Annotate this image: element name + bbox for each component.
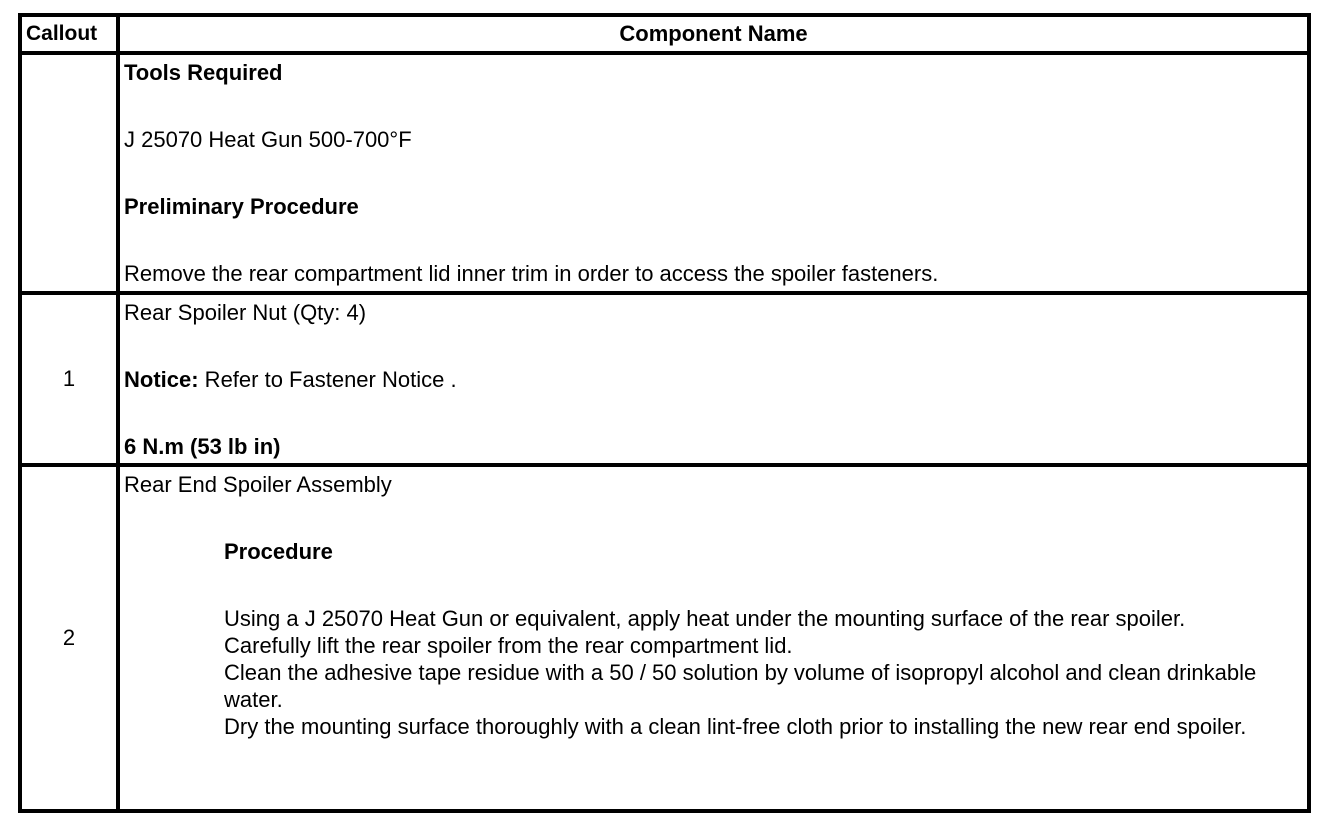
tools-required-heading: Tools Required [124,60,283,85]
component-name: Rear Spoiler Nut (Qty: 4) [124,300,367,325]
callout-cell: 2 [20,465,118,811]
notice-line [124,366,1307,393]
component-name-header: Component Name [118,15,1309,53]
torque-spec: 6 N.m (53 lb in) [124,434,281,459]
notice-text: Refer to Fastener Notice . [198,367,457,392]
preliminary-procedure-text: Remove the rear compartment lid inner trim in order to access the spoiler fasteners. [124,261,939,286]
header-row [20,15,1309,53]
procedure-table [18,13,1311,813]
table-row [20,465,1309,811]
procedure-heading: Procedure [224,539,333,564]
tool-item: J 25070 Heat Gun 500-700°F [124,127,412,152]
procedure-step: Clean the adhesive tape residue with a 50 / 50 solution by volume of isopropyl alcohol and clean drinkable water. [224,660,1257,712]
table-row [20,53,1309,293]
callout-header: Callout [20,15,118,53]
procedure-step: Using a J 25070 Heat Gun or equivalent, apply heat under the mounting surface of the rear spoiler. [224,606,1186,631]
callout-cell [20,53,118,293]
notice-label: Notice: [124,367,199,392]
component-cell [118,465,1309,811]
component-name: Rear End Spoiler Assembly [124,472,392,497]
procedure-step: Dry the mounting surface thoroughly with a clean lint-free cloth prior to installing the new rear end spoiler. [224,714,1247,739]
table-row [20,293,1309,465]
procedure-step: Carefully lift the rear spoiler from the rear compartment lid. [224,633,793,658]
component-cell [118,293,1309,465]
preliminary-procedure-heading: Preliminary Procedure [124,194,359,219]
callout-cell: 1 [20,293,118,465]
component-cell [118,53,1309,293]
